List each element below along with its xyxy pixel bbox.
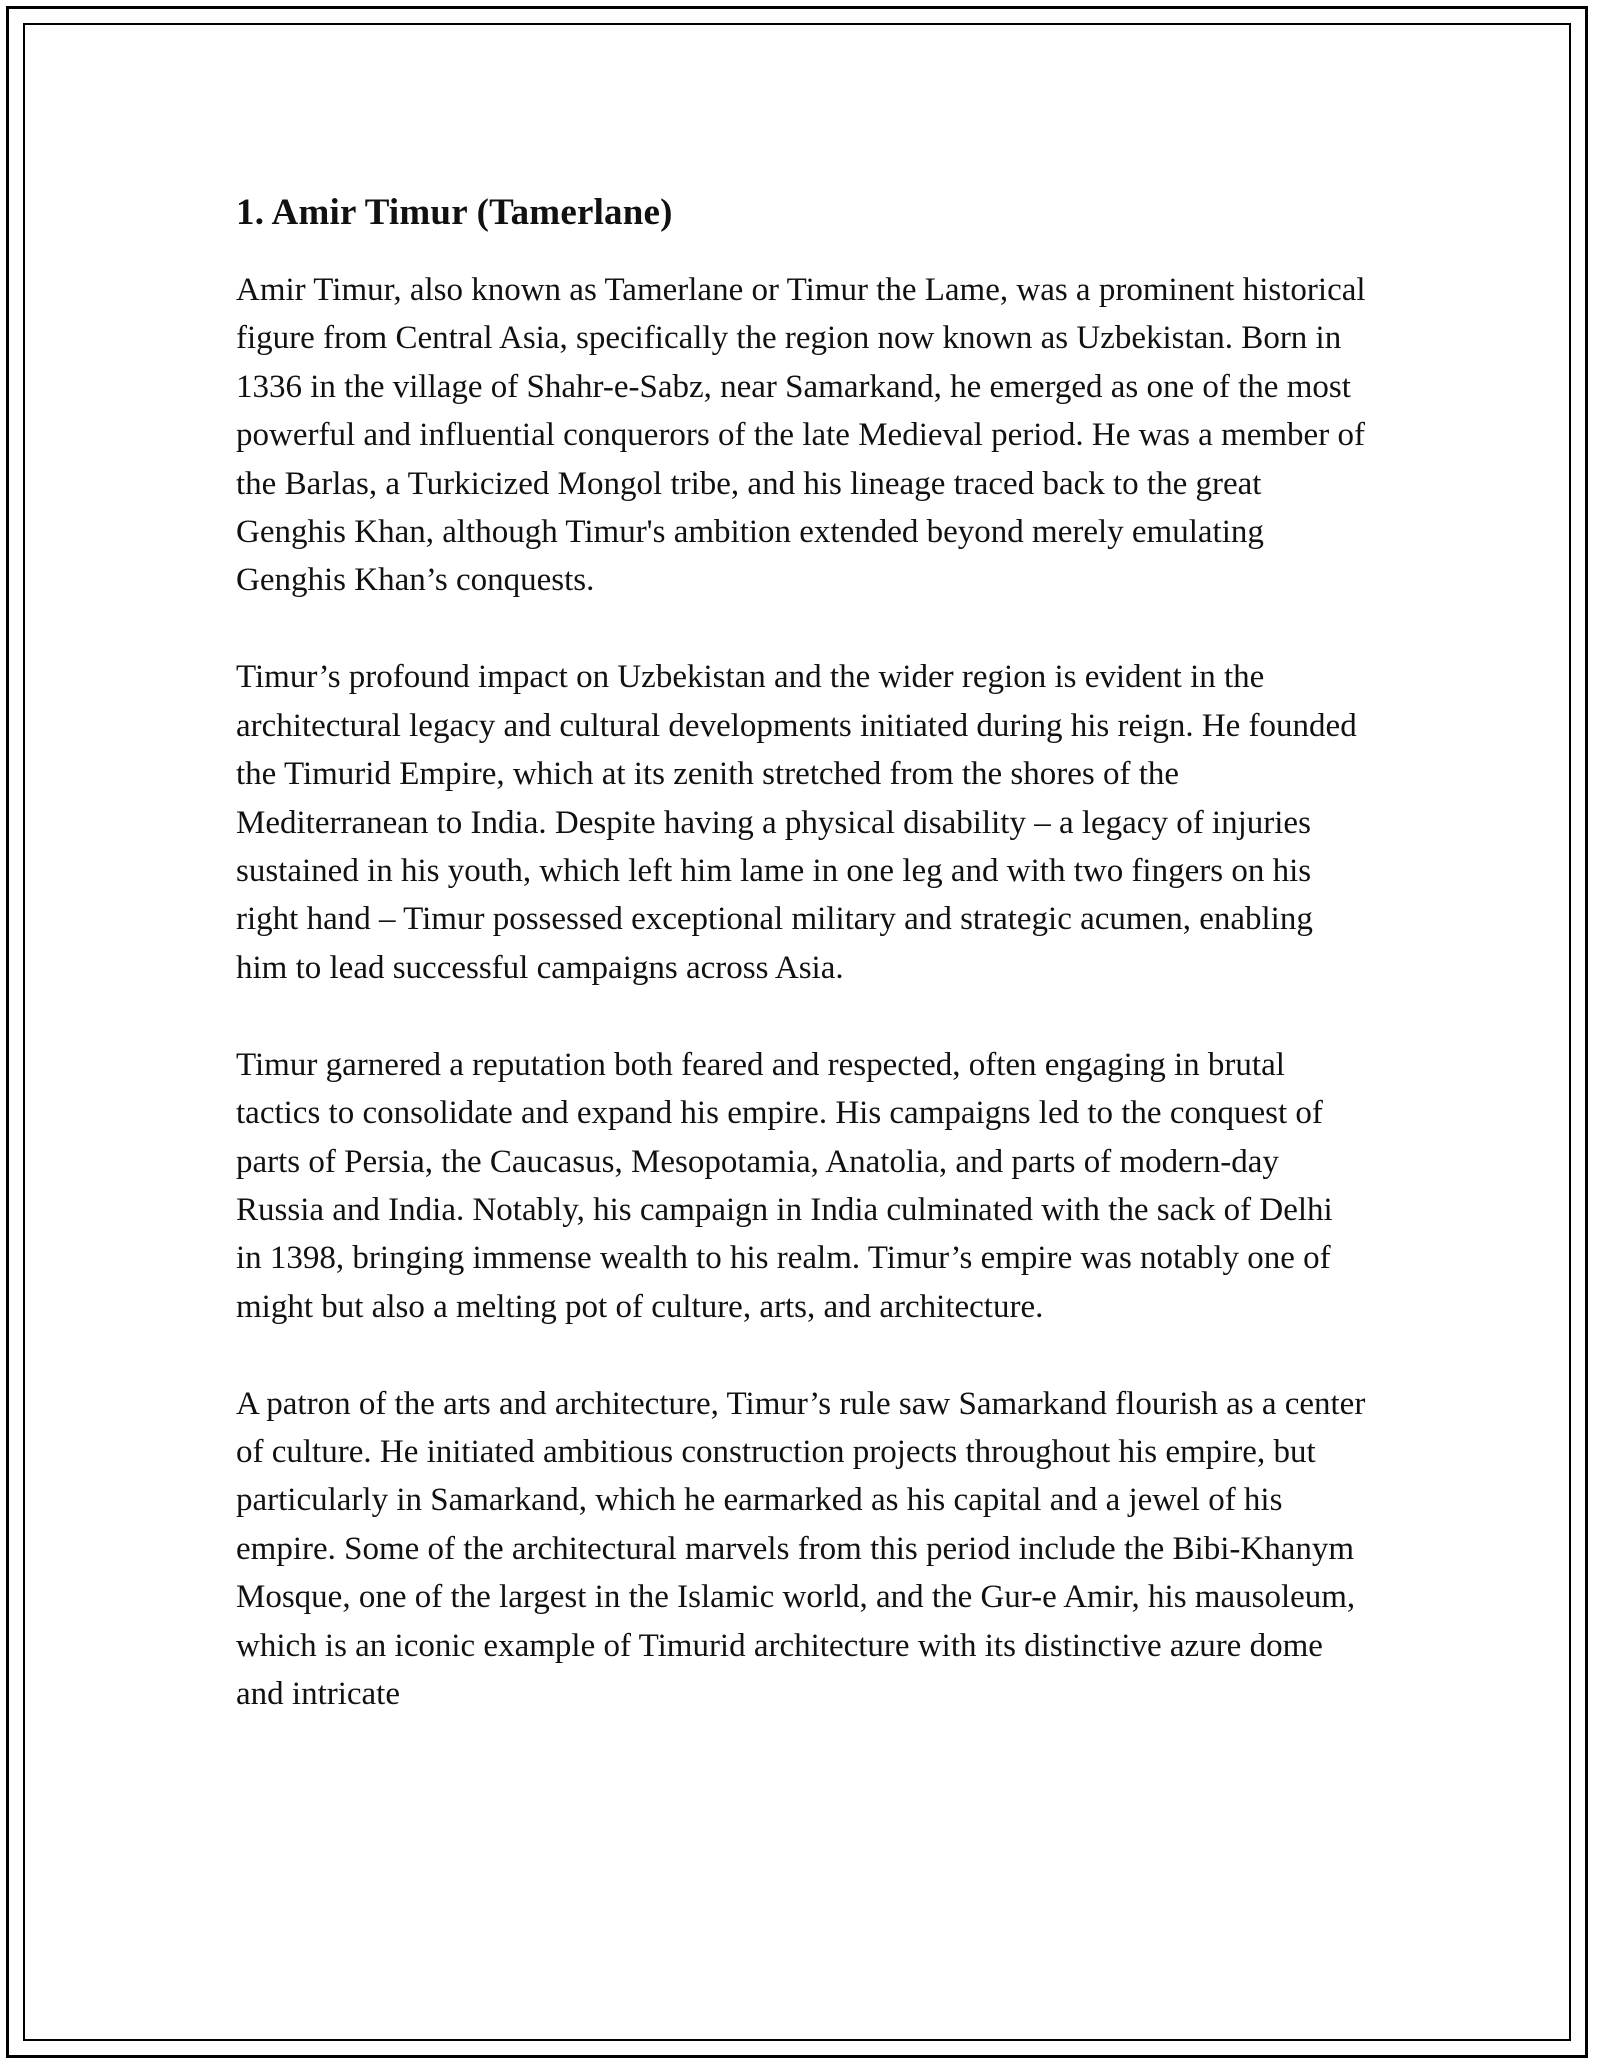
paragraph-4: A patron of the arts and architecture, Timur’s rule saw Samarkand flourish as a center of culture. He initiated ambitious construction projects throughout his empire, but particularly in Samarkand, which he earmarked as his capital and a jewel of his empire. Some of the architectural marvels from this period include the Bibi-Khanym Mosque, one of the largest in the Islamic world, and the Gur-e Amir, his mausoleum, which is an iconic example of Timurid architecture with its distinctive azure dome and intricate bbox=[236, 1385, 1366, 1713]
paragraph-3: Timur garnered a reputation both feared and respected, often engaging in brutal tactics to consolidate and expand his empire. His campaigns led to the conquest of parts of Persia, the Caucasus, Mesopotamia, Anatolia, and parts of modern-day Russia and India. Notably, his campaign in India culminated with the sack of Delhi in 1398, bringing immense wealth to his realm. Timur’s empire was notably one of might but also a melting pot of culture, arts, and architecture. bbox=[236, 1046, 1333, 1325]
paragraph-2: Timur’s profound impact on Uzbekistan and the wider region is evident in the architectural legacy and cultural developments initiated during his reign. He founded the Timurid Empire, which at its zenith stretched from the shores of the Mediterranean to India. Despite having a physical disability – a legacy of injuries sustained in his youth, which left him lame in one leg and with two fingers on his right hand – Timur possessed exceptional military and strategic acumen, enabling him to lead successful campaigns across Asia. bbox=[236, 659, 1357, 986]
section-heading: 1. Amir Timur (Tamerlane) bbox=[236, 192, 673, 233]
paragraph-1: Amir Timur, also known as Tamerlane or Timur the Lame, was a prominent historical figure from Central Asia, specifically the region now known as Uzbekistan. Born in 1336 in the village of Shahr-e-Sabz, near Samarkand, he emerged as one of the most powerful and influential conquerors of the late Medieval period. He was a member of the Barlas, a Turkicized Mongol tribe, and his lineage traced back to the great Genghis Khan, although Timur's ambition extended beyond merely emulating Genghis Khan’s conquests. bbox=[236, 272, 1366, 599]
document-body bbox=[236, 190, 1366, 1718]
